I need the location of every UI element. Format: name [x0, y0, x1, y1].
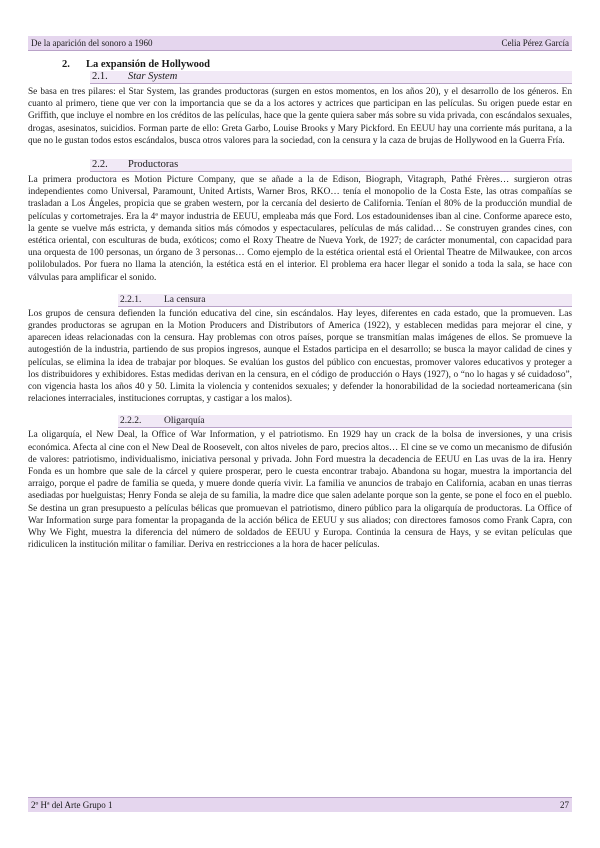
- paragraph-censura: Los grupos de censura defienden la función educativa del cine, sin escándalos. Hay leyes, diferentes en cada estado, que la promueven. Las grandes productoras se agrupan en la Motion Producers and Distributors of America (1922), y establecen medidas para mejorar el cine, y aparecen ideas relacionadas con la censura. Hay problemas con otros países, porque se transmitían malas imágenes de ellos. Se promueve la autogestión de la industria, partiendo de sus propios ingresos, aunque el Estados participa en el desarrollo; se busca la mayor calidad de cines y películas, se elimina la idea de trabajar por bloques. Se evalúan los gustos del público con encuestas, promover valores educativos y proteger a los distribuidores y exhibidores. Estas medidas derivan en la censura, en el código de producción o Hays (1927), o “no lo hagas y sé cuidadoso”, con vigencia hasta los años 40 y 50. Limita la violencia y contenidos sexuales; y defender la honorabilidad de la sociedad norteamericana (sin relaciones interraciales, instituciones corruptas, y castigar a los malos).: [28, 308, 572, 405]
- subsubsection-number: 2.2.1.: [120, 294, 142, 305]
- subsubsection-title: Oligarquía: [164, 416, 205, 427]
- subsection-title: Productoras: [128, 159, 179, 171]
- page-header: [28, 36, 572, 51]
- page-content: [28, 56, 572, 552]
- section-number: 2.: [62, 59, 70, 70]
- subsection-number: 2.2.: [92, 159, 108, 171]
- section-title: La expansión de Hollywood: [86, 59, 210, 70]
- paragraph-star-system: Se basa en tres pilares: el Star System, las grandes productoras (surgen en estos momentos, en los años 20), y el desarrollo de los géneros. En cuanto al primero, tiene que ver con la importancia que se da a los actores y actrices que participan en las películas. Su origen puede estar en Griffith, que incluye el nombre en los créditos de las películas, hace que la gente quiera saber más sobre su vida privada, con escándalos sexuales, drogas, asesinatos, suicidios. Forman parte de ello: Greta Garbo, Louise Brooks y Mary Pickford. En EEUU hay una corriente más puritana, a la que no le gustan todos estos escándalos, busca otros valores para la sociedad, con la censura y la caza de brujas de Hollywood en la Guerra Fría.: [28, 87, 572, 146]
- paragraph-oligarquia: La oligarquía, el New Deal, la Office of War Information, y el patriotismo. En 1929 hay un crack de la bolsa de inversiones, y una crisis económica. Afecta al cine con el New Deal de Roosevelt, con altos niveles de paro, precios altos… El cine se ve como un mecanismo de difusión de valores: patriotismo, individualismo, iniciativa personal y privada. John Ford muestra la decadencia de EEUU en Las uvas de la ira. Henry Fonda es un hombre que sale de la cárcel y quiere prosperar, pero le cuesta encontrar trabajo. Abandona su hogar, muestra la importancia del arraigo, porque el padre de familia se queda, y muere donde quería vivir. La familia ve anuncios de trabajo en California, acaban en unas tierras asediadas por huelguistas; Henry Fonda se aleja de su familia, la madre dice que salen adelante porque son la gente, se pone el foco en el pueblo. Se destina un gran presupuesto a películas bélicas que promuevan el patriotismo, dinero público para la oligarquía de productoras. La Office of War Information surge para fomentar la propaganda de la acción bélica de EEUU y sus aliados; con directores famosos como Frank Capra, con Why We Fight, muestra la diferencia del número de soldados de EEUU y Europa. Continúa la censura de Hays, y se evitan películas que ridiculicen la institución militar o familiar. Deriva en restricciones a la hora de hacer películas.: [28, 430, 572, 551]
- subsection-heading-productoras: [90, 159, 572, 172]
- section-heading: [62, 58, 572, 71]
- header-left-text: De la aparición del sonoro a 1960: [31, 38, 153, 48]
- subsection-title: Star System: [128, 71, 178, 82]
- footer-left-text: 2º Hª del Arte Grupo 1: [31, 800, 113, 810]
- subsection-heading-star-system: [90, 71, 572, 84]
- paragraph-productoras: La primera productora es Motion Picture Company, que se añade a la de Edison, Biograph, Vitagraph, Pathé Frères… surgieron otras independientes como Universal, Paramount, United Artists, Warner Bros, RKO… tenía el monopolio de la Costa Este, las otras compañías se trasladan a Los Ángeles, propicia que se graben western, por la cercanía del desierto de California. Tenían el 80% de la producción mundial de películas y cortometrajes. Era la 4ª mayor industria de EEUU, empleaba más que Ford. Los estadounidenses iban al cine. Conforme aparece esto, la gente se vuelve más estricta, y demanda sitios más cómodos y espectaculares, películas de más calidad… Se construyen grandes cines, con estética oriental, con esculturas de buda, exóticos; como el Roxy Theatre de Nueva York, de 1927; de carácter monumental, con capacidad para una orquesta de 100 personas, un órgano de 3 personas… Como ejemplo de la estética oriental está el Oriental Theatre de Milwaukee, con arcos polilobulados. Por fuera no llama la atención, la estética está en el interior. El problema era hacer llegar el sonido a toda la sala, se hace con válvulas para amplificar el sonido.: [28, 175, 572, 283]
- page-footer: [28, 797, 572, 812]
- header-right-text: Celia Pérez García: [501, 38, 569, 48]
- subsubsection-title: La censura: [164, 294, 206, 305]
- subsubsection-heading-censura: [118, 294, 572, 307]
- page-number: 27: [560, 800, 569, 810]
- subsubsection-number: 2.2.2.: [120, 416, 142, 427]
- subsubsection-heading-oligarquia: [118, 415, 572, 428]
- subsection-number: 2.1.: [92, 71, 108, 82]
